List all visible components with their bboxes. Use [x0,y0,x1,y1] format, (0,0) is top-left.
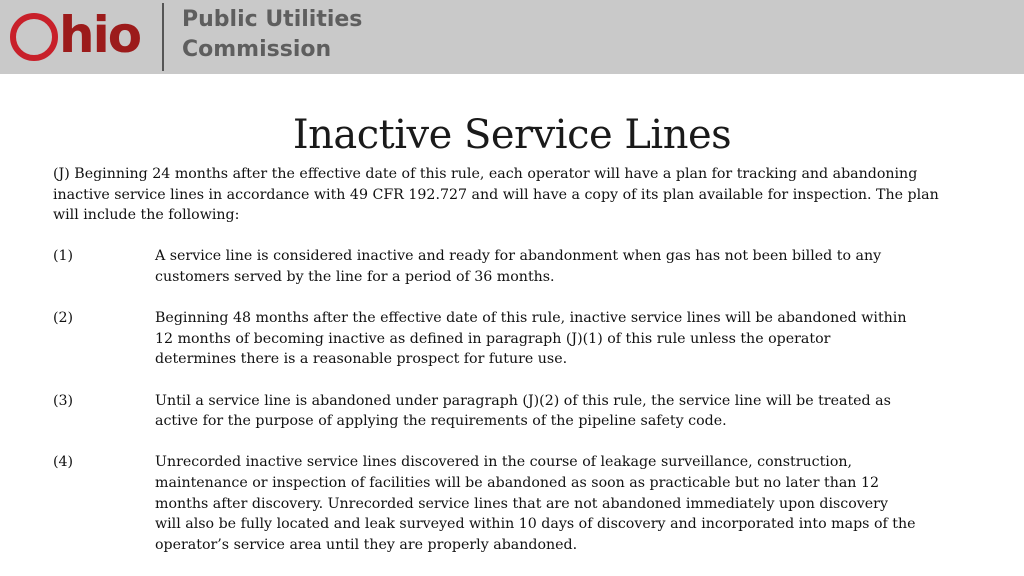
item-line: Unrecorded inactive service lines discovered in the course of leakage surveillance, construction, [155,454,853,471]
item-number: (4) [53,454,74,471]
ohio-logo-o-icon [10,13,58,61]
header-bar [0,0,1024,74]
item-text [155,452,925,555]
slide-content [53,164,953,576]
list-item [53,391,953,432]
agency-name-line2: Commission [182,37,332,62]
intro-paragraph [53,164,953,226]
item-line: Until a service line is abandoned under paragraph (J)(2) of this rule, the service line will be treated as [155,392,891,409]
list-item [53,308,953,370]
item-line: determines there is a reasonable prospect for future use. [155,351,568,368]
item-line: maintenance or inspection of facilities will be abandoned as soon as practicable but no later than 12 [155,474,879,491]
item-line: months after discovery. Unrecorded service lines that are not abandoned immediately upon discovery [155,495,888,512]
item-line: 12 months of becoming inactive as defined in paragraph (J)(1) of this rule unless the operator [155,330,831,347]
ohio-logo-text: hio [59,6,141,64]
item-line: operator’s service area until they are properly abandoned. [155,536,578,553]
intro-line: (J) Beginning 24 months after the effective date of this rule, each operator will have a plan for tracking and abandoning [53,166,918,182]
item-line: Beginning 48 months after the effective date of this rule, inactive service lines will be abandoned within [155,310,907,327]
item-line: customers served by the line for a period of 36 months. [155,268,555,285]
list-item [53,452,953,555]
item-number: (2) [53,310,74,327]
list-item [53,246,953,287]
intro-line: inactive service lines in accordance with 49 CFR 192.727 and will have a copy of its plan available for inspection. The plan [53,186,939,203]
item-number: (1) [53,248,74,265]
item-number: (3) [53,392,74,409]
slide-title: Inactive Service Lines [292,112,732,158]
item-text [155,391,925,432]
item-text [155,308,925,370]
item-line: A service line is considered inactive and ready for abandonment when gas has not been billed to any [155,248,882,265]
agency-name [182,5,362,65]
intro-line: will include the following: [53,207,240,224]
item-line: will also be fully located and leak surveyed within 10 days of discovery and incorporated into maps of the [155,516,916,533]
ohio-logo [10,4,140,66]
item-line: active for the purpose of applying the requirements of the pipeline safety code. [155,413,727,430]
agency-name-line1: Public Utilities [182,7,363,32]
logo-divider [162,3,164,71]
item-text [155,246,925,287]
